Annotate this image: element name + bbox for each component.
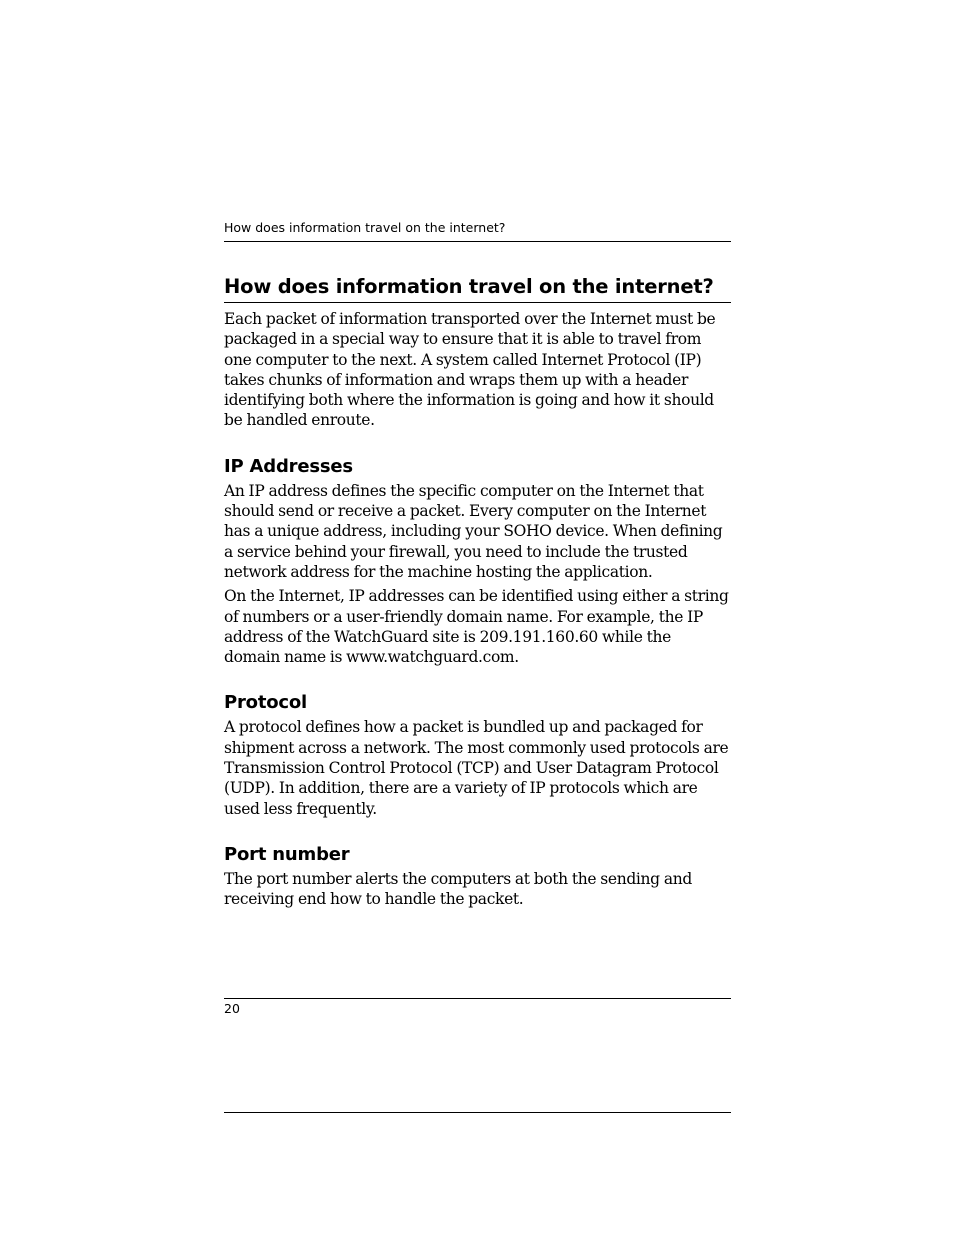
section-port-number	[224, 842, 731, 910]
section-heading: IP Addresses	[224, 455, 353, 477]
page-footer	[224, 998, 731, 1019]
section-paragraph: On the Internet, IP addresses can be identified using either a string of numbers or a user-friendly domain name. For example, the IP address of the WatchGuard site is 209.191.160.60 while the domain name is www.watchguard.com.	[224, 587, 729, 667]
section-heading: Protocol	[224, 692, 308, 714]
section-paragraph: An IP address defines the specific computer on the Internet that should send or receive a packet. Every computer on the Internet has a unique address, including your SOHO device. When defining a service behind your firewall, you need to include the trusted network address for the machine hosting the application.	[224, 481, 723, 581]
page-number: 20	[224, 1001, 240, 1016]
page-title: How does information travel on the internet?	[224, 273, 731, 303]
section-heading: Port number	[224, 843, 350, 865]
section-paragraph: The port number alerts the computers at both the sending and receiving end how to handle the packet.	[224, 869, 692, 909]
page-content	[224, 273, 731, 910]
running-header-title: How does information travel on the internet?	[224, 220, 506, 235]
section-ip-addresses	[224, 454, 731, 668]
bottom-divider	[224, 1112, 731, 1113]
running-header	[224, 219, 731, 242]
intro-paragraph: Each packet of information transported over the Internet must be packaged in a special way to ensure that it is able to travel from one computer to the next. A system called Internet Protocol (IP) takes chunks of information and wraps them up with a header identifying both where the information is going and how it should be handled enroute.	[224, 310, 716, 430]
section-protocol	[224, 690, 731, 818]
section-paragraph: A protocol defines how a packet is bundled up and packaged for shipment across a network. The most commonly used protocols are Transmission Control Protocol (TCP) and User Datagram Protocol (UDP). In addition, there are a variety of IP protocols which are used less frequently.	[224, 718, 729, 818]
